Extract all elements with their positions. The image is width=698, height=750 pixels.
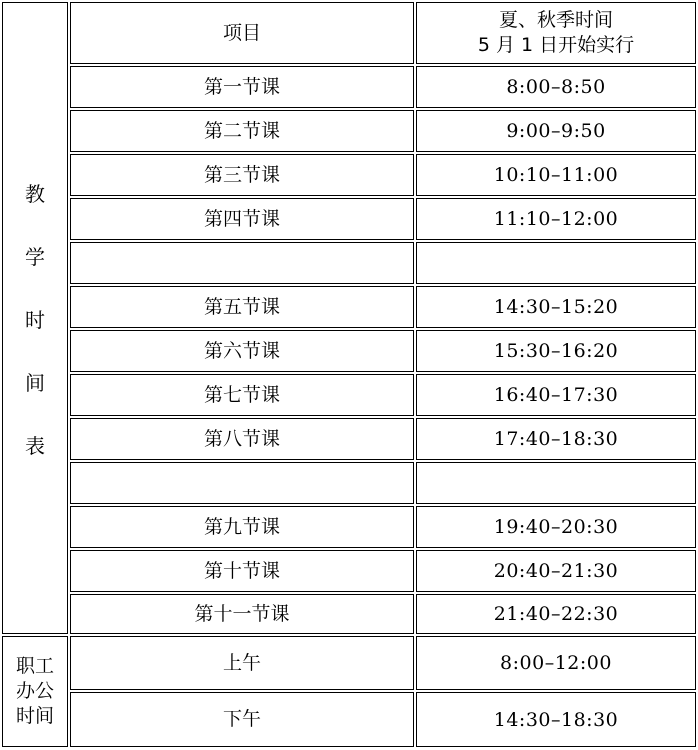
- row-time: 14:30–18:30: [493, 708, 619, 731]
- row-time: 9:00–9:50: [506, 120, 606, 142]
- row-name: 下午: [222, 708, 261, 731]
- table-row-name: [70, 330, 414, 372]
- row-time: 8:00–8:50: [506, 76, 606, 98]
- office-row-name: [70, 692, 414, 747]
- row-name: 第八节课: [203, 427, 280, 450]
- teaching-side-label-chars: [25, 178, 45, 459]
- row-time: 17:40–18:30: [493, 428, 619, 450]
- table-row-name: [70, 154, 414, 196]
- row-name: 第十节课: [203, 559, 280, 582]
- table-row-name: [70, 110, 414, 152]
- row-name: 第六节课: [203, 339, 280, 362]
- row-time: 10:10–11:00: [493, 164, 619, 186]
- row-name: 第七节课: [203, 383, 280, 406]
- row-time: 16:40–17:30: [493, 384, 619, 406]
- side-line: 职工: [15, 655, 54, 678]
- table-row-time: [416, 110, 696, 152]
- table-row-time: [416, 66, 696, 108]
- table-row-time: [416, 550, 696, 592]
- office-side-label: [2, 636, 68, 747]
- table-row-name: [70, 418, 414, 460]
- office-row-time: [416, 636, 696, 690]
- table-row-time: [416, 374, 696, 416]
- table-row-name: [70, 66, 414, 108]
- table-row-time: [416, 418, 696, 460]
- row-name: 第九节课: [203, 515, 280, 538]
- table-row-time-empty: [416, 462, 696, 504]
- side-char: 时: [25, 307, 45, 332]
- header-item-cell: [70, 2, 414, 64]
- table-row-time: [416, 154, 696, 196]
- row-name: 第十一节课: [194, 602, 290, 625]
- table-row-name: [70, 286, 414, 328]
- side-char: 学: [25, 244, 45, 269]
- row-time: 8:00–12:00: [500, 652, 612, 674]
- row-name: 第四节课: [203, 207, 280, 230]
- row-time: 15:30–16:20: [493, 340, 619, 362]
- row-time: 11:10–12:00: [493, 208, 619, 230]
- table-row-name: [70, 198, 414, 240]
- header-time-line1: 夏、秋季时间: [498, 9, 613, 32]
- table-row-name: [70, 550, 414, 592]
- table-row-name-empty: [70, 242, 414, 284]
- side-line: 时间: [15, 704, 54, 727]
- table-row-time-empty: [416, 242, 696, 284]
- side-char: 教: [25, 181, 45, 206]
- side-char: 表: [25, 433, 45, 458]
- table-row-time: [416, 506, 696, 548]
- row-time: 21:40–22:30: [493, 603, 619, 625]
- teaching-side-label: [2, 2, 68, 634]
- table-row-time: [416, 594, 696, 634]
- office-row-time: [416, 692, 696, 747]
- header-time-line2: 5 月 1 日开始实行: [477, 34, 635, 56]
- schedule-table: [2, 2, 696, 747]
- office-row-name: [70, 636, 414, 690]
- row-name: 第三节课: [203, 163, 280, 186]
- row-name: 上午: [222, 651, 261, 674]
- table-row-name: [70, 374, 414, 416]
- table-row-name: [70, 594, 414, 634]
- table-row-time: [416, 330, 696, 372]
- row-time: 14:30–15:20: [493, 296, 619, 318]
- table-row-name: [70, 506, 414, 548]
- table-row-name-empty: [70, 462, 414, 504]
- row-name: 第五节课: [203, 295, 280, 318]
- side-line: 办公: [15, 680, 54, 703]
- table-row-time: [416, 286, 696, 328]
- header-item-label: 项目: [222, 21, 261, 44]
- table-row-time: [416, 198, 696, 240]
- row-time: 20:40–21:30: [493, 560, 619, 582]
- side-char: 间: [25, 370, 45, 395]
- row-name: 第二节课: [203, 119, 280, 142]
- row-time: 19:40–20:30: [493, 516, 619, 538]
- header-time-cell: [416, 2, 696, 64]
- row-name: 第一节课: [203, 75, 280, 98]
